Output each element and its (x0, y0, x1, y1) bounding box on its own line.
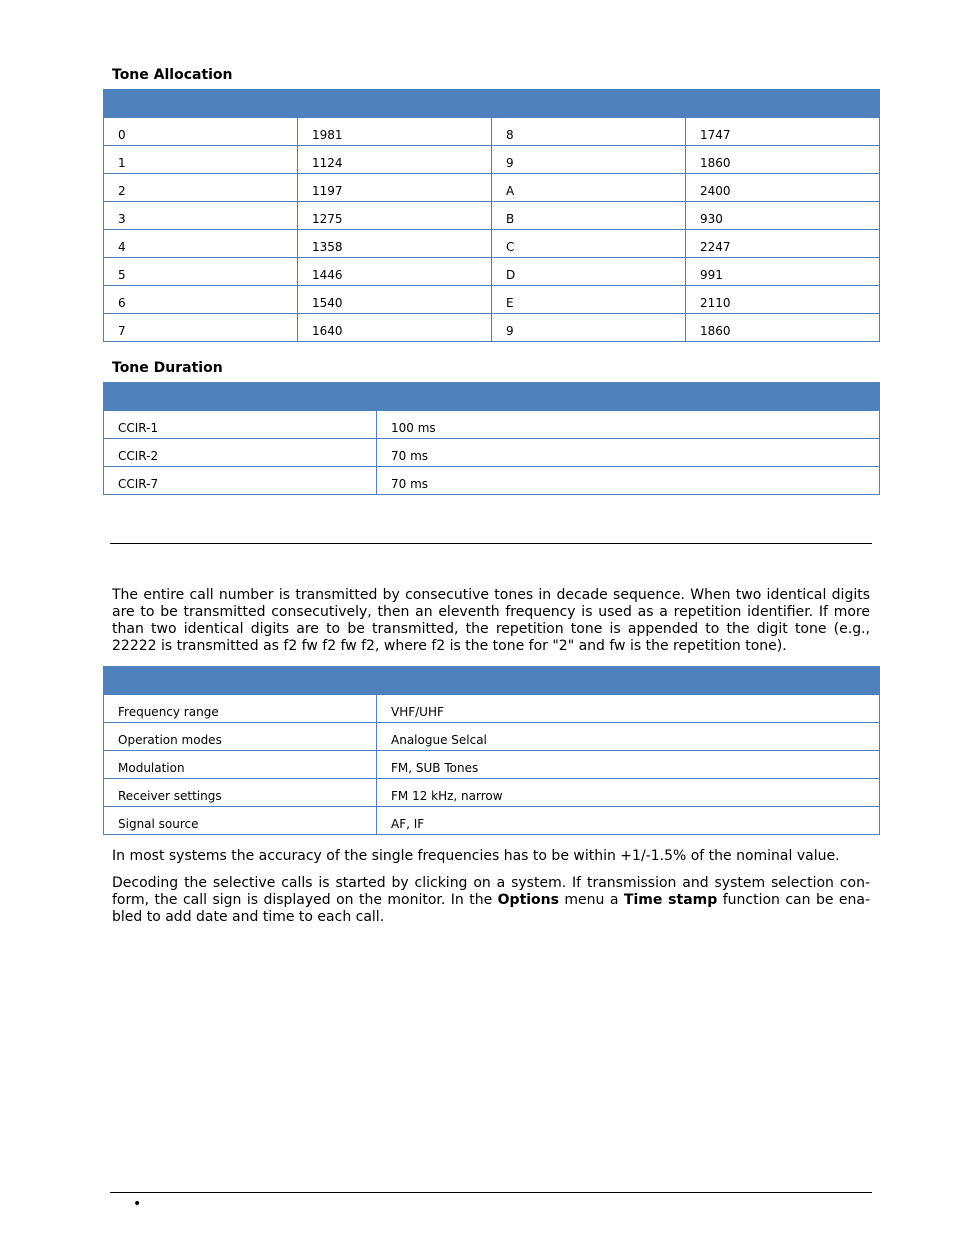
digit-cell: A (492, 174, 686, 202)
time-stamp-ref: Time stamp (623, 892, 718, 908)
frequency-cell: 991 (686, 258, 880, 286)
table-header-row (104, 667, 880, 695)
digit-cell: 3 (104, 202, 298, 230)
frequency-cell: 930 (686, 202, 880, 230)
standard-cell: CCIR-1 (104, 411, 377, 439)
decoding-text: Decoding the selective calls is started by clicking on a system. If transmission and system selection con-form, the call sign is displayed on the monitor. In the (112, 875, 870, 908)
frequency-cell: 1640 (298, 314, 492, 342)
standard-cell: CCIR-2 (104, 439, 377, 467)
tone-duration-table (103, 382, 880, 495)
frequency-cell: 1124 (298, 146, 492, 174)
table-row (104, 751, 880, 779)
table-row (104, 314, 880, 342)
table-row (104, 174, 880, 202)
standard-cell: CCIR-7 (104, 467, 377, 495)
accuracy-paragraph: In most systems the accuracy of the single frequencies has to be within +1/-1.5% of the nominal value. (112, 848, 840, 864)
parameter-name-cell: Frequency range (104, 695, 377, 723)
table-row (104, 779, 880, 807)
table-row (104, 411, 880, 439)
table-header-row (104, 90, 880, 118)
frequency-cell: 1197 (298, 174, 492, 202)
footer-divider (110, 1192, 872, 1193)
duration-cell: 70 ms (377, 467, 880, 495)
table-row (104, 202, 880, 230)
options-menu-ref: Options (497, 892, 559, 908)
parameter-value-cell: FM, SUB Tones (377, 751, 880, 779)
table-row (104, 467, 880, 495)
frequency-cell: 1860 (686, 314, 880, 342)
footer-bullet: • (133, 1196, 142, 1212)
digit-cell: D (492, 258, 686, 286)
duration-cell: 100 ms (377, 411, 880, 439)
frequency-cell: 1860 (686, 146, 880, 174)
table-row (104, 230, 880, 258)
digit-cell: 4 (104, 230, 298, 258)
table-row (104, 723, 880, 751)
digit-cell: 0 (104, 118, 298, 146)
table-row (104, 439, 880, 467)
parameter-name-cell: Receiver settings (104, 779, 377, 807)
decoding-paragraph (112, 875, 870, 926)
tone-duration-heading: Tone Duration (112, 360, 223, 376)
table-row (104, 146, 880, 174)
tone-allocation-heading: Tone Allocation (112, 67, 233, 83)
table-row (104, 118, 880, 146)
digit-cell: 1 (104, 146, 298, 174)
table-row (104, 258, 880, 286)
digit-cell: 7 (104, 314, 298, 342)
digit-cell: 6 (104, 286, 298, 314)
frequency-cell: 1358 (298, 230, 492, 258)
digit-cell: E (492, 286, 686, 314)
table-row (104, 807, 880, 835)
table-row (104, 286, 880, 314)
frequency-cell: 1446 (298, 258, 492, 286)
parameter-name-cell: Modulation (104, 751, 377, 779)
parameter-name-cell: Operation modes (104, 723, 377, 751)
frequency-cell: 1540 (298, 286, 492, 314)
duration-cell: 70 ms (377, 439, 880, 467)
frequency-cell: 2247 (686, 230, 880, 258)
frequency-cell: 2110 (686, 286, 880, 314)
table-row (104, 695, 880, 723)
decoding-text: function can be ena-bled to add date and time to each call. (112, 892, 870, 925)
frequency-cell: 1747 (686, 118, 880, 146)
digit-cell: 8 (492, 118, 686, 146)
frequency-cell: 1981 (298, 118, 492, 146)
parameter-name-cell: Signal source (104, 807, 377, 835)
section-divider (110, 543, 872, 544)
digit-cell: 9 (492, 146, 686, 174)
parameter-value-cell: FM 12 kHz, narrow (377, 779, 880, 807)
digit-cell: C (492, 230, 686, 258)
digit-cell: 9 (492, 314, 686, 342)
parameter-value-cell: VHF/UHF (377, 695, 880, 723)
frequency-cell: 1275 (298, 202, 492, 230)
frequency-cell: 2400 (686, 174, 880, 202)
tone-allocation-table (103, 89, 880, 342)
digit-cell: 2 (104, 174, 298, 202)
description-paragraph: The entire call number is transmitted by consecutive tones in decade sequence. When two identical digits are to be transmitted consecutively, then an eleventh frequency is used as a repetition identifier. If more than two identical digits are to be transmitted, the repetition tone is appended to the digit tone (e.g., 22222 is transmitted as f2 fw f2 fw f2, where f2 is the tone for "2" and fw is the repetition tone). (112, 587, 870, 654)
parameters-table (103, 666, 880, 835)
digit-cell: B (492, 202, 686, 230)
digit-cell: 5 (104, 258, 298, 286)
table-header-row (104, 383, 880, 411)
parameter-value-cell: AF, IF (377, 807, 880, 835)
decoding-text: menu a (558, 892, 624, 908)
parameter-value-cell: Analogue Selcal (377, 723, 880, 751)
